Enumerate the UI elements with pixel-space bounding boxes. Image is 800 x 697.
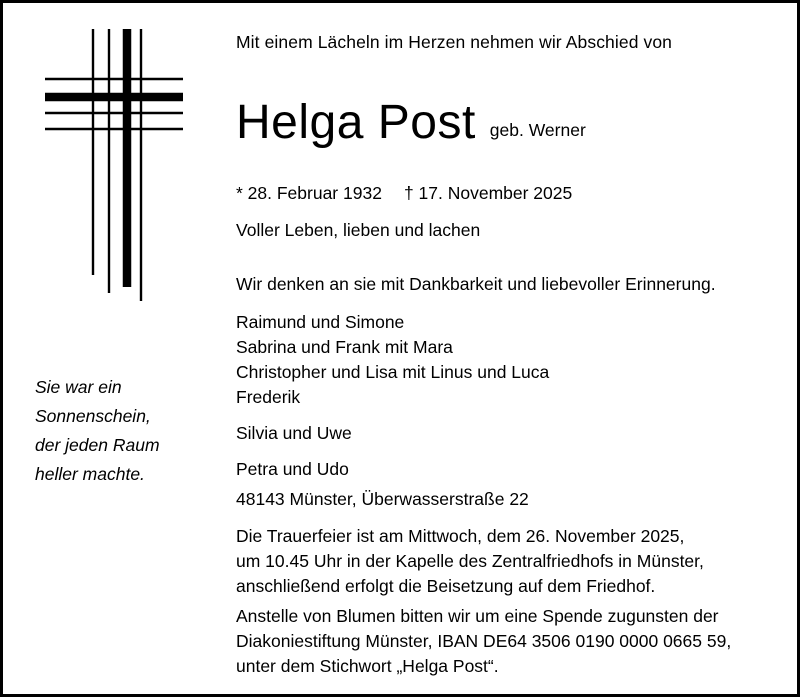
donation-line-2: Diakoniestiftung Münster, IBAN DE64 3506 0190 0000 0665 59, xyxy=(236,631,732,651)
intro-text: Mit einem Lächeln im Herzen nehmen wir Abschied von xyxy=(236,32,673,52)
ceremony-line-3: anschließend erfolgt die Beisetzung auf dem Friedhof. xyxy=(236,576,656,596)
ceremony-line-1: Die Trauerfeier ist am Mittwoch, dem 26. November 2025, xyxy=(236,526,685,546)
list-item: Silvia und Uwe xyxy=(236,423,352,443)
motto-line-3: der jeden Raum xyxy=(35,435,160,455)
life-motto: Voller Leben, lieben und lachen xyxy=(236,220,481,240)
list-item: Sabrina und Frank mit Mara xyxy=(236,337,453,357)
birth-date: * 28. Februar 1932 xyxy=(236,183,382,203)
list-item: Petra und Udo xyxy=(236,459,349,479)
motto-line-4: heller machte. xyxy=(35,464,145,484)
ceremony-details xyxy=(236,524,704,599)
left-column xyxy=(3,3,228,694)
list-item: Frederik xyxy=(236,387,301,407)
deceased-name-row xyxy=(236,95,586,151)
maiden-name: geb. Werner xyxy=(489,120,586,140)
right-column xyxy=(231,3,797,694)
donation-line-3: unter dem Stichwort „Helga Post“. xyxy=(236,656,499,676)
list-item: Christopher und Lisa mit Linus und Luca xyxy=(236,362,550,382)
motto-line-2: Sonnenschein, xyxy=(35,406,151,426)
remembrance-text: Wir denken an sie mit Dankbarkeit und liebevoller Erinnerung. xyxy=(236,274,716,294)
death-date: † 17. November 2025 xyxy=(403,183,573,203)
ceremony-line-2: um 10.45 Uhr in der Kapelle des Zentralfriedhofs in Münster, xyxy=(236,551,704,571)
address-line: 48143 Münster, Überwasserstraße 22 xyxy=(236,489,529,509)
cross-symbol xyxy=(31,25,201,305)
family-list xyxy=(236,310,549,482)
memorial-motto xyxy=(35,373,225,489)
donation-request xyxy=(236,604,731,679)
deceased-name: Helga Post xyxy=(236,96,476,149)
motto-line-1: Sie war ein xyxy=(35,377,122,397)
list-item: Raimund und Simone xyxy=(236,312,405,332)
donation-line-1: Anstelle von Blumen bitten wir um eine Spende zugunsten der xyxy=(236,606,719,626)
life-dates xyxy=(236,183,572,204)
